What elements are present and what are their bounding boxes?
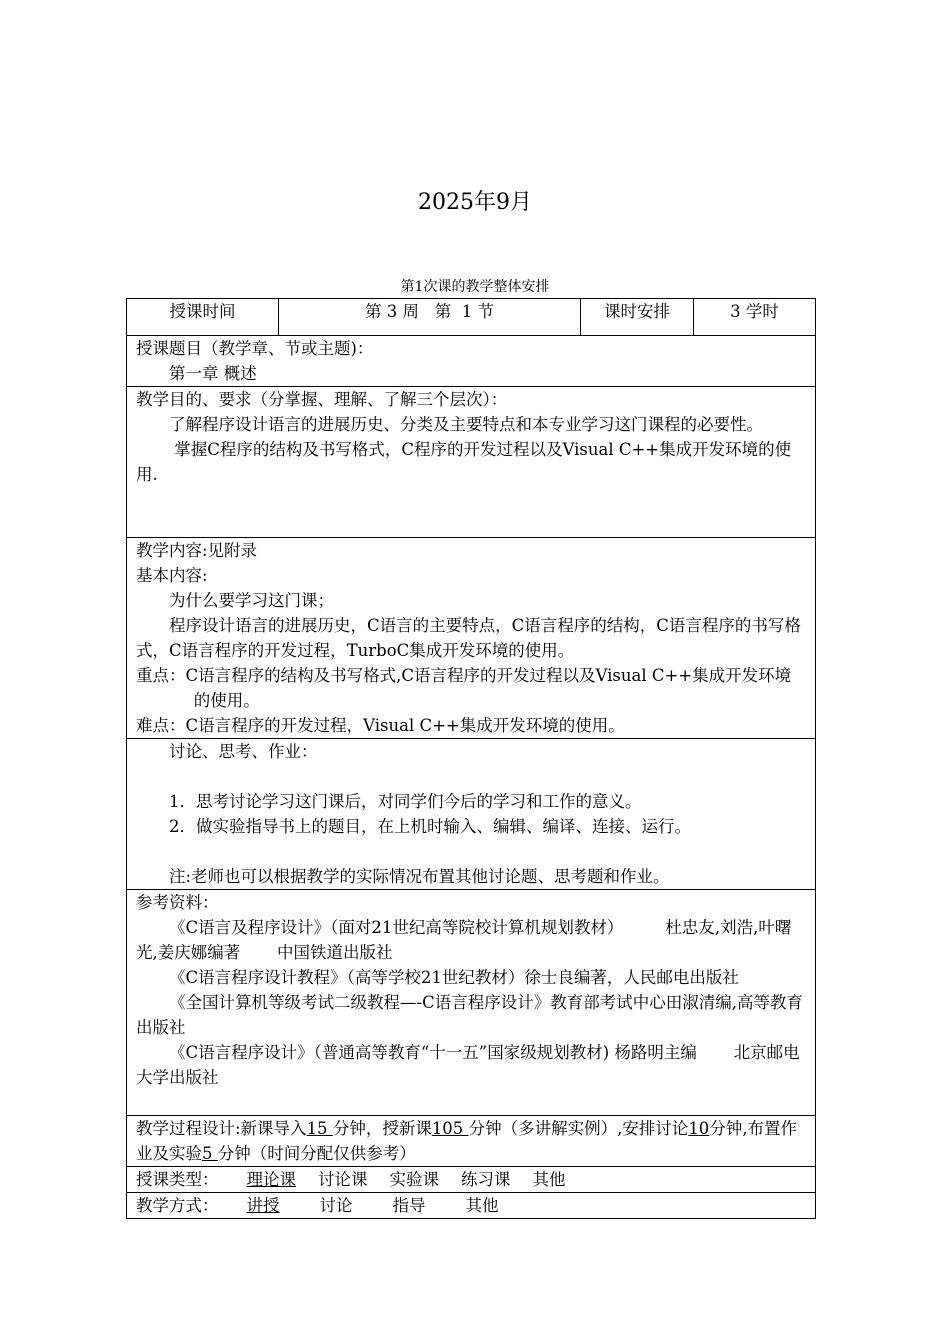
goals-paragraph: 掌握C程序的结构及书写格式，C程序的开发过程以及Visual C++集成开发环境的使用. xyxy=(136,440,792,484)
method-option-selected: 讲授 xyxy=(246,1196,280,1215)
content-line: 基本内容: xyxy=(136,566,208,585)
course-type-option-selected: 理论课 xyxy=(246,1170,296,1189)
process-value: 5 xyxy=(202,1144,218,1163)
process-design xyxy=(136,1116,806,1166)
process-value: 105 xyxy=(431,1119,469,1138)
course-type-label: 授课类型： xyxy=(136,1170,219,1189)
hours-label: 课时安排 xyxy=(581,299,694,336)
process-text: 分钟，授新课 xyxy=(332,1119,432,1138)
method-option: 其他 xyxy=(465,1196,499,1215)
discussion-note: 注:老师也可以根据教学的实际情况布置其他讨论题、思考题和作业。 xyxy=(169,867,670,886)
method-option: 讨论 xyxy=(319,1196,353,1215)
week-section: 第 3 周 第 1 节 xyxy=(279,299,581,336)
topic-label: 授课题目（教学章、节或主题)： xyxy=(136,339,374,358)
reference-item: 《C语言程序设计教程》（高等学校21世纪教材）徐士良编著，人民邮电出版社 xyxy=(169,968,739,987)
goals-row xyxy=(127,387,816,538)
teaching-method xyxy=(136,1193,806,1218)
table-caption: 第1次课的教学整体安排 xyxy=(400,279,550,295)
process-text: 分钟,布置作业及实验 xyxy=(136,1119,798,1163)
course-type-row xyxy=(127,1167,816,1193)
discussion-row xyxy=(127,739,816,890)
discussion-item: 2．做实验指导书上的题目，在上机时输入、编辑、编译、连接、运行。 xyxy=(169,817,691,836)
reference-item: 《全国计算机等级考试二级教程—-C语言程序设计》教育部考试中心田淑清编,高等教育出版社 xyxy=(136,993,803,1037)
header-row xyxy=(127,299,816,336)
process-value: 10 xyxy=(688,1119,710,1138)
reference-item: 《C语言程序设计》（普通高等教育“十一五”国家级规划教材) 杨路明主编 北京邮电大学出版社 xyxy=(136,1043,800,1087)
time-label: 授课时间 xyxy=(127,299,279,336)
process-text: 教学过程设计:新课导入 xyxy=(136,1119,307,1138)
process-value: 15 xyxy=(306,1119,333,1138)
difficult-points: 难点：C语言程序的开发过程，Visual C++集成开发环境的使用。 xyxy=(136,716,625,735)
content-line: 教学内容:见附录 xyxy=(136,541,258,560)
course-type-option: 讨论课 xyxy=(318,1170,368,1189)
references-label: 参考资料： xyxy=(136,893,219,912)
process-text: 分钟（时间分配仅供参考） xyxy=(217,1144,416,1163)
content-row xyxy=(127,538,816,739)
goals-label: 教学目的、要求（分掌握、理解、了解三个层次）： xyxy=(136,390,508,409)
document-date: 2025年9月 xyxy=(418,190,532,215)
course-type-option: 其他 xyxy=(532,1170,566,1189)
discussion-item: 1．思考讨论学习这门课后，对同学们今后的学习和工作的意义。 xyxy=(169,792,642,811)
course-type xyxy=(136,1167,806,1192)
content-line: 为什么要学习这门课； xyxy=(169,591,334,610)
course-type-option: 实验课 xyxy=(389,1170,439,1189)
key-points: 重点：C语言程序的结构及书写格式,C语言程序的开发过程以及Visual C++集成开发环境的使用。 xyxy=(136,666,792,710)
method-label: 教学方式： xyxy=(136,1196,219,1215)
goals-paragraph: 了解程序设计语言的进展历史、分类及主要特点和本专业学习这门课程的必要性。 xyxy=(169,415,763,434)
topic-row xyxy=(127,336,816,387)
method-option: 指导 xyxy=(392,1196,426,1215)
reference-item: 《C语言及程序设计》（面对21世纪高等院校计算机规划教材） 杜忠友,刘浩,叶曙光,姜庆娜编著 中国铁道出版社 xyxy=(136,918,792,962)
process-row xyxy=(127,1116,816,1167)
hours-value: 3 学时 xyxy=(694,299,816,336)
process-text: 分钟（多讲解实例）,安排讨论 xyxy=(468,1119,689,1138)
lesson-plan-table xyxy=(126,298,816,1219)
content-line: 程序设计语言的进展历史，C语言的主要特点，C语言程序的结构，C语言程序的书写格式，C语言程序的开发过程，TurboC集成开发环境的使用。 xyxy=(136,616,801,660)
method-row xyxy=(127,1193,816,1219)
references-row xyxy=(127,890,816,1116)
course-type-option: 练习课 xyxy=(461,1170,511,1189)
discussion-label: 讨论、思考、作业： xyxy=(169,742,318,761)
topic-value: 第一章 概述 xyxy=(169,364,257,383)
